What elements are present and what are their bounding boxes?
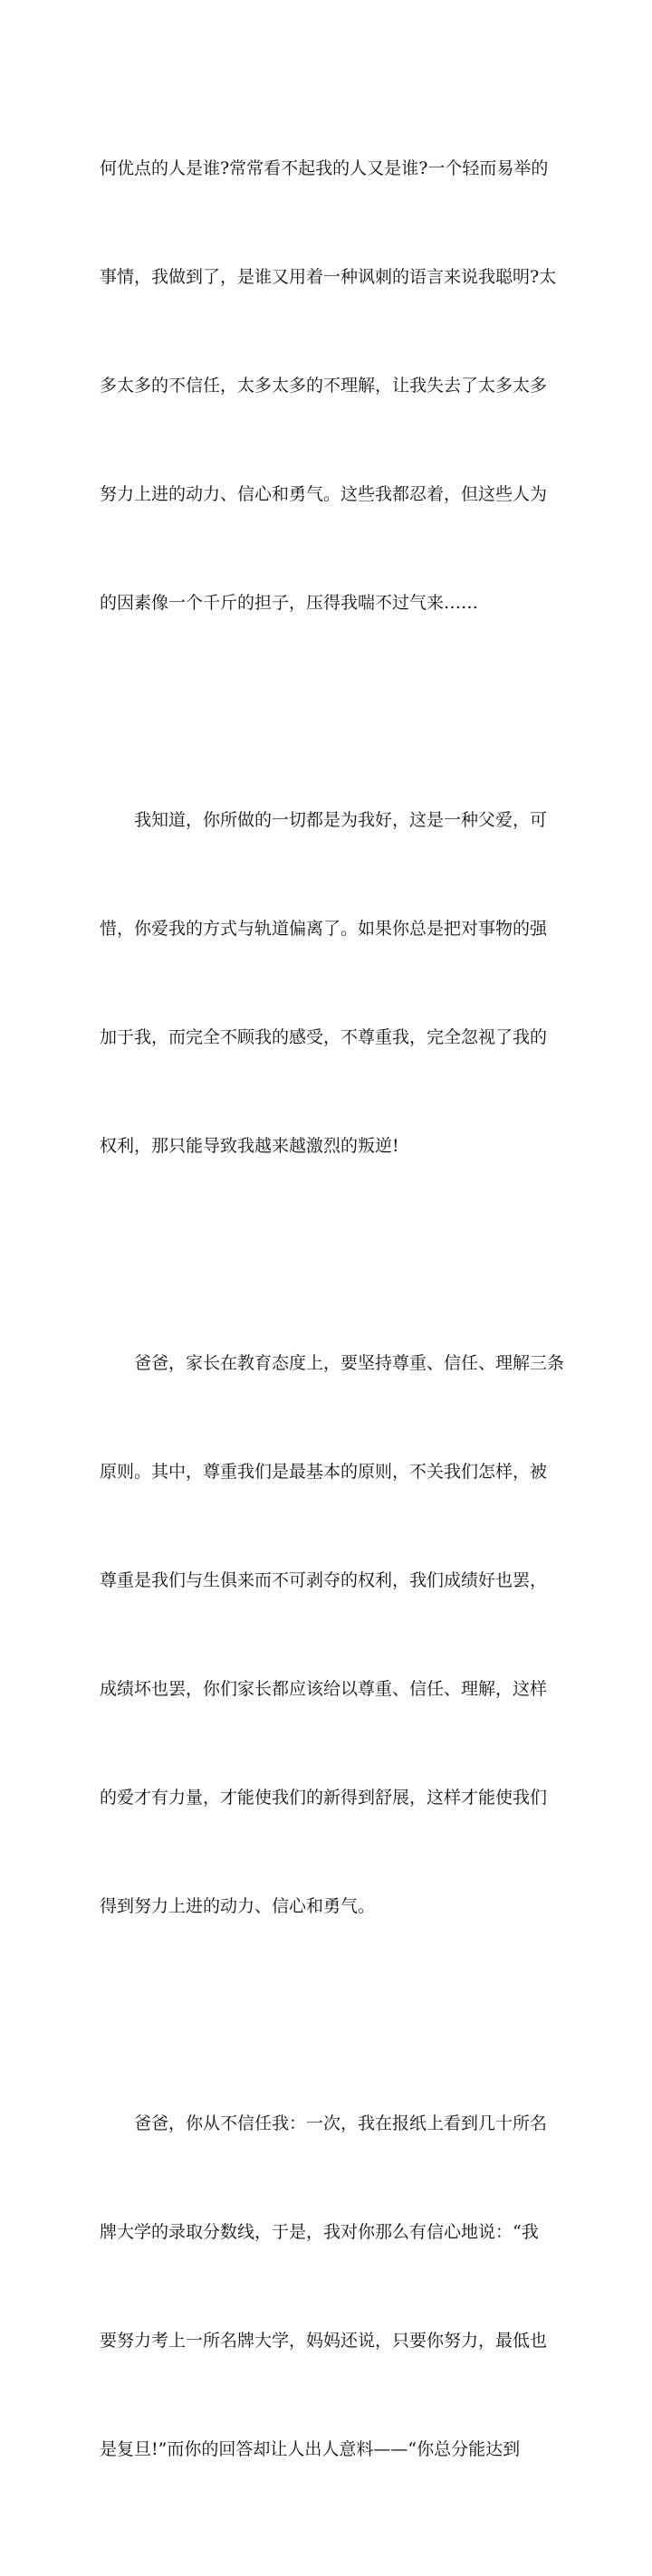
- paragraph-line: 是复旦!”而你的回答却让人出人意料——“你总分能达到: [100, 2439, 521, 2459]
- paragraph-line: 加于我，而完全不顾我的感受，不尊重我，完全忽视了我的: [100, 1027, 548, 1047]
- paragraph-3: [100, 1273, 565, 1997]
- paragraph-line: 何优点的人是谁?常常看不起我的人又是谁?一个轻而易举的: [100, 158, 549, 178]
- paragraph-line: 尊重是我们与生俱来而不可剥夺的权利，我们成绩好也罢，: [100, 1570, 548, 1590]
- paragraph-line: 我知道，你所做的一切都是为我好，这是一种父爱，可: [134, 810, 548, 830]
- paragraph-line: 得到努力上进的动力、信心和勇气。: [100, 1896, 376, 1916]
- paragraph-line: 的爱才有力量，才能使我们的新得到舒展，这样才能使我们: [100, 1788, 548, 1808]
- paragraph-4: [100, 2033, 552, 2540]
- paragraph-line: 多太多的不信任，太多太多的不理解，让我失去了太多太多: [100, 376, 548, 396]
- paragraph-line: 努力上进的动力、信心和勇气。这些我都忍着，但这些人为: [100, 484, 548, 504]
- paragraph-line: 爸爸，你从不信任我：一次，我在报纸上看到几十所名: [134, 2113, 548, 2133]
- paragraph-line: 事情，我做到了，是谁又用着一种讽刺的语言来说我聪明?太: [100, 267, 557, 287]
- paragraph-line: 牌大学的录取分数线，于是，我对你那么有信心地说：“我: [100, 2222, 539, 2242]
- paragraph-1: [100, 78, 557, 693]
- paragraph-line: 要努力考上一所名牌大学，妈妈还说，只要你努力，最低也: [100, 2331, 548, 2351]
- paragraph-line: 成绩坏也罢，你们家长都应该给以尊重、信任、理解，这样: [100, 1679, 548, 1699]
- paragraph-line: 原则。其中，尊重我们是最基本的原则，不关我们怎样，被: [100, 1462, 548, 1482]
- paragraph-2: [100, 730, 552, 1236]
- document-body: [100, 78, 565, 2576]
- paragraph-line: 惜，你爱我的方式与轨道偏离了。如果你总是把对事物的强: [100, 919, 548, 939]
- paragraph-line: 爸爸，家长在教育态度上，要坚持尊重、信任、理解三条: [134, 1353, 565, 1373]
- paragraph-line: 的因素像一个千斤的担子，压得我喘不过气来……: [100, 593, 479, 613]
- paragraph-line: 权利，那只能导致我越来越激烈的叛逆!: [100, 1136, 399, 1156]
